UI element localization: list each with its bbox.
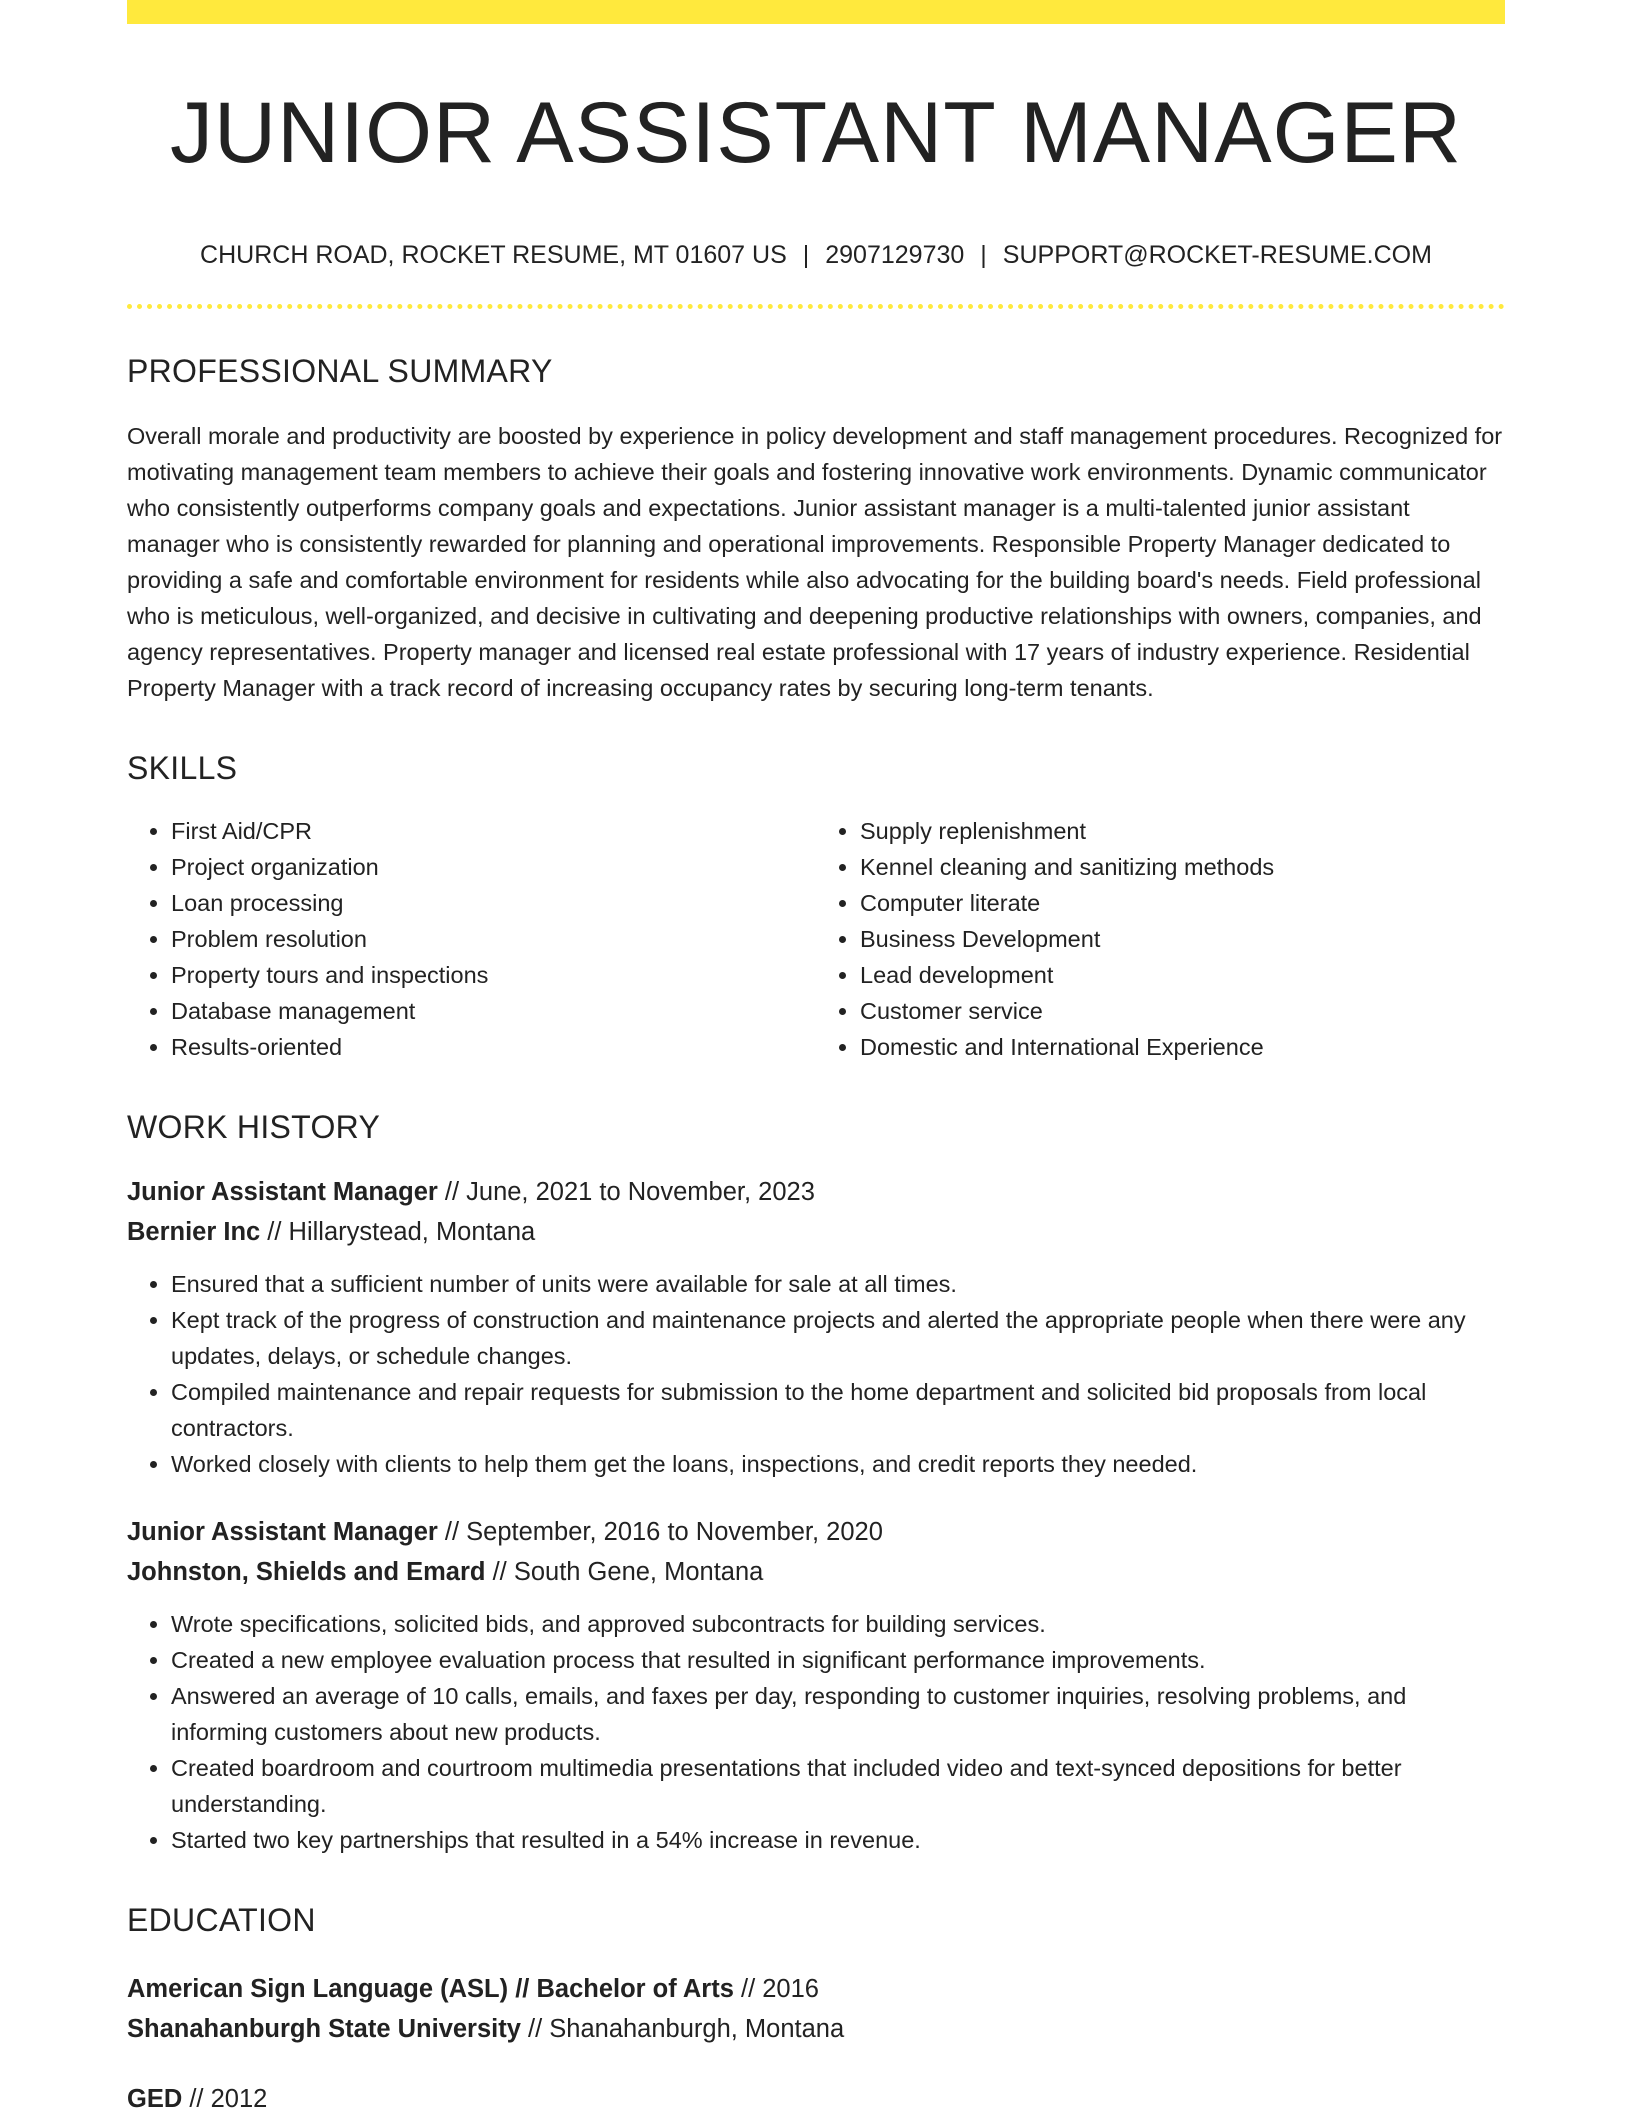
- job-company: Johnston, Shields and Emard: [127, 1557, 486, 1586]
- job-bullets: [127, 1266, 1505, 1482]
- skills-heading: SKILLS: [127, 749, 238, 786]
- job-title-line: [127, 1172, 1505, 1212]
- education-entry: [127, 2079, 1505, 2119]
- summary-heading: PROFESSIONAL SUMMARY: [127, 352, 553, 389]
- skill-item: • Customer service: [860, 993, 1505, 1029]
- education-heading: EDUCATION: [127, 1901, 316, 1938]
- resume-page: [127, 0, 1505, 2119]
- resume-name: JUNIOR ASSISTANT MANAGER: [170, 85, 1462, 181]
- education-location: // Shanahanburgh, Montana: [520, 2014, 845, 2043]
- education-school: Shanahanburgh State University: [127, 2014, 521, 2043]
- job-company: Bernier Inc: [127, 1217, 261, 1246]
- contact-address: CHURCH ROAD, ROCKET RESUME, MT 01607 US: [200, 240, 787, 269]
- job-company-line: [127, 1212, 1505, 1252]
- job-location: // Hillarystead, Montana: [260, 1217, 536, 1246]
- skill-item: • Problem resolution: [171, 921, 816, 957]
- job-bullet: • Compiled maintenance and repair requests for submission to the home department and solicited bid proposals from local contractors.: [171, 1374, 1505, 1446]
- job-bullet: • Created a new employee evaluation process that resulted in significant performance improvements.: [171, 1642, 1505, 1678]
- contact-email: SUPPORT@ROCKET-RESUME.COM: [1002, 240, 1432, 269]
- job-bullet: • Wrote specifications, solicited bids, and approved subcontracts for building services.: [171, 1606, 1505, 1642]
- skill-item: • Lead development: [860, 957, 1505, 993]
- job-bullet: • Ensured that a sufficient number of units were available for sale at all times.: [171, 1266, 1505, 1302]
- job-title: Junior Assistant Manager: [127, 1177, 438, 1206]
- dotted-divider: [127, 304, 1505, 309]
- contact-separator: |: [980, 240, 987, 269]
- skill-item: • Domestic and International Experience: [860, 1029, 1505, 1065]
- skill-item: • Business Development: [860, 921, 1505, 957]
- job-dates: // June, 2021 to November, 2023: [437, 1177, 815, 1206]
- education-degree: GED: [127, 2084, 183, 2113]
- job-bullet: • Answered an average of 10 calls, emails, and faxes per day, responding to customer inquiries, resolving problems, and informing customers about new products.: [171, 1678, 1505, 1750]
- job-dates: // September, 2016 to November, 2020: [437, 1517, 883, 1546]
- job-bullet: • Worked closely with clients to help them get the loans, inspections, and credit reports they needed.: [171, 1446, 1505, 1482]
- job-title-line: [127, 1512, 1505, 1552]
- education-degree: American Sign Language (ASL) // Bachelor of Arts: [127, 1974, 734, 2003]
- education-school-line: [127, 2009, 1505, 2049]
- contact-phone: 2907129730: [825, 240, 965, 269]
- skill-item: • Project organization: [171, 849, 816, 885]
- skill-item: • Loan processing: [171, 885, 816, 921]
- work-history-heading: WORK HISTORY: [127, 1108, 381, 1145]
- job-company-line: [127, 1552, 1505, 1592]
- skills-column-left: [127, 813, 816, 1065]
- education-degree-line: [127, 1969, 1505, 2009]
- job-bullet: • Kept track of the progress of construction and maintenance projects and alerted the appropriate people when there were any updates, delays, or schedule changes.: [171, 1302, 1505, 1374]
- job-location: // South Gene, Montana: [485, 1557, 764, 1586]
- job-entry: [127, 1172, 1505, 1482]
- skill-item: • Results-oriented: [171, 1029, 816, 1065]
- summary-text: Overall morale and productivity are boosted by experience in policy development and staff management procedures. Recognized for motivating management team members to achieve their goals and fostering innovative work environments. Dynamic communicator who consistently outperforms company goals and expectations. Junior assistant manager is a multi-talented junior assistant manager who is consistently rewarded for planning and operational improvements. Responsible Property Manager dedicated to providing a safe and comfortable environment for residents while also advocating for the building board's needs. Field professional who is meticulous, well-organized, and decisive in cultivating and deepening productive relationships with owners, companies, and agency representatives. Property manager and licensed real estate professional with 17 years of industry experience. Residential Property Manager with a track record of increasing occupancy rates by securing long-term tenants.: [127, 422, 1503, 701]
- skills-column-right: [816, 813, 1505, 1065]
- education-year: // 2016: [733, 1974, 819, 2003]
- top-accent-bar: [127, 0, 1505, 24]
- skill-item: • First Aid/CPR: [171, 813, 816, 849]
- education-year: // 2012: [182, 2084, 268, 2113]
- contact-separator: |: [802, 240, 810, 269]
- job-title: Junior Assistant Manager: [127, 1517, 438, 1546]
- skill-item: • Kennel cleaning and sanitizing methods: [860, 849, 1505, 885]
- education-degree-line: [127, 2079, 1505, 2119]
- skill-item: • Database management: [171, 993, 816, 1029]
- contact-line: [127, 241, 1505, 270]
- job-bullet: • Started two key partnerships that resulted in a 54% increase in revenue.: [171, 1822, 1505, 1858]
- education-entry: [127, 1969, 1505, 2049]
- skill-item: • Property tours and inspections: [171, 957, 816, 993]
- job-bullet: • Created boardroom and courtroom multimedia presentations that included video and text-synced depositions for better understanding.: [171, 1750, 1505, 1822]
- job-bullets: [127, 1606, 1505, 1858]
- skill-item: • Computer literate: [860, 885, 1505, 921]
- job-entry: [127, 1512, 1505, 1858]
- skills-list: [127, 813, 1505, 1065]
- skill-item: • Supply replenishment: [860, 813, 1505, 849]
